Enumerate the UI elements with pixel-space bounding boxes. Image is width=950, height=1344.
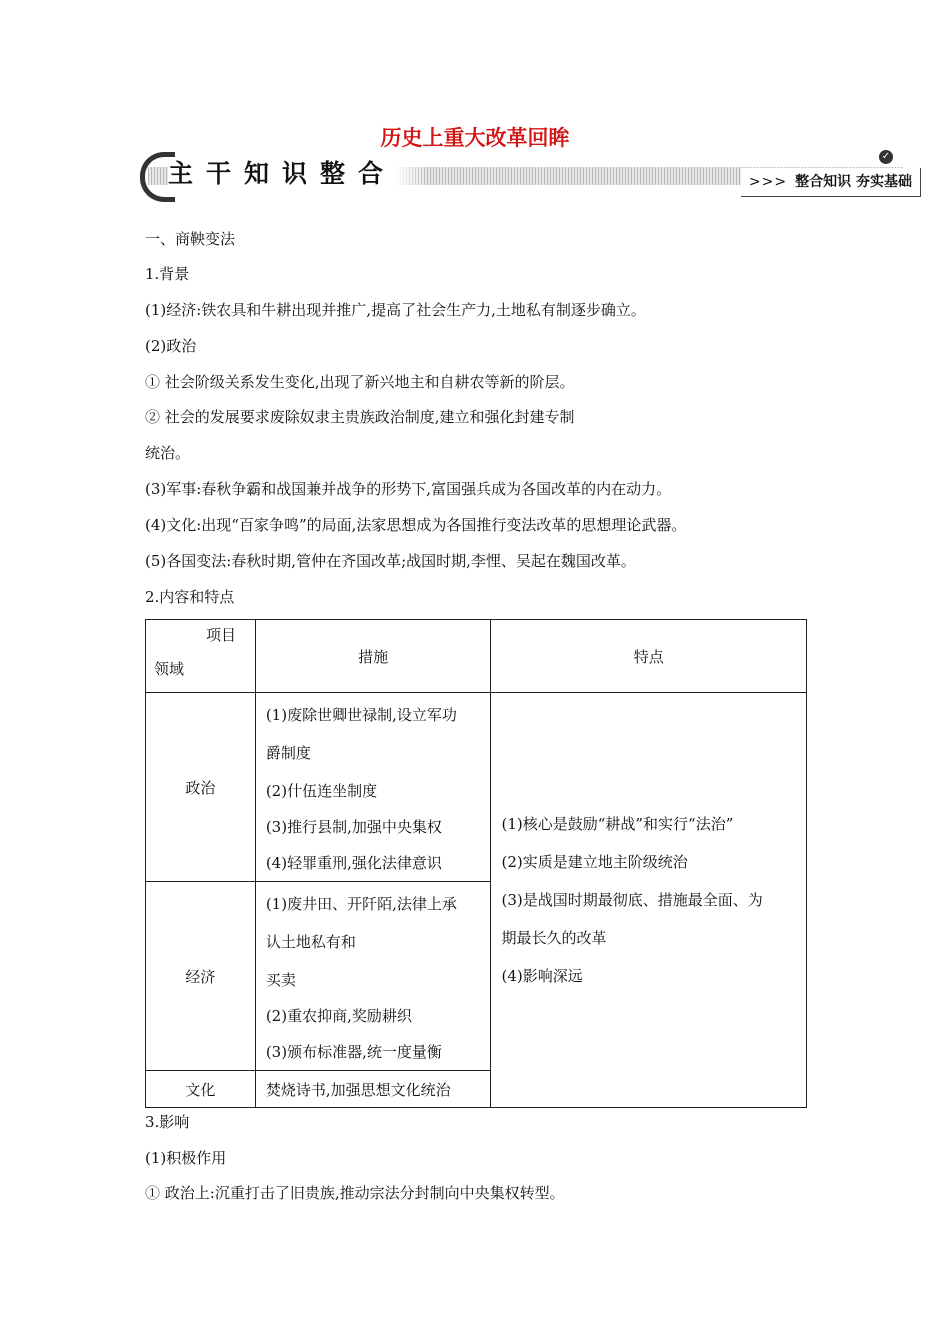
row-label-politics: 政治: [146, 693, 256, 882]
reform-table: [145, 619, 807, 1108]
header-field: 领域: [154, 660, 185, 678]
paragraph: (1)积极作用: [145, 1149, 227, 1167]
paragraph: (4)文化:出现“百家争鸣”的局面,法家思想成为各国推行变法改革的思想理论武器。: [145, 516, 687, 534]
paragraph: (1)经济:铁农具和牛耕出现并推广,提高了社会生产力,土地私有制逐步确立。: [145, 301, 646, 319]
list-item: (2)实质是建立地主阶级统治: [501, 853, 688, 871]
list-item: 买卖: [265, 971, 296, 989]
table-row: [146, 693, 807, 882]
subheading-content: 2.内容和特点: [145, 588, 235, 606]
paragraph: ② 社会的发展要求废除奴隶主贵族政治制度,建立和强化封建专制: [145, 408, 575, 426]
banner-heading: 主干知识整合: [168, 158, 426, 190]
culture-measures: 焚烧诗书,加强思想文化统治: [255, 1071, 491, 1108]
list-item: (3)是战国时期最彻底、措施最全面、为: [501, 891, 763, 909]
banner-tag: [741, 168, 921, 197]
list-item: (4)轻罪重刑,强化法律意识: [265, 854, 442, 872]
paragraph: (2)政治: [145, 337, 197, 355]
check-badge-icon: ✓: [879, 150, 893, 164]
paragraph: ① 政治上:沉重打击了旧贵族,推动宗法分封制向中央集权转型。: [145, 1184, 565, 1202]
features-cell: [491, 693, 807, 1108]
header-measures: 措施: [255, 620, 491, 693]
banner-tagline: 整合知识 夯实基础: [795, 174, 912, 190]
list-item: (2)重农抑商,奖励耕织: [265, 1007, 412, 1025]
list-item: (4)影响深远: [501, 967, 583, 985]
list-item: (1)核心是鼓励“耕战”和实行“法治”: [501, 815, 734, 833]
list-item: 期最长久的改革: [501, 929, 607, 947]
paragraph: 统治。: [145, 444, 191, 462]
list-item: (1)废井田、开阡陌,法律上承: [265, 895, 457, 913]
row-label-culture: 文化: [146, 1071, 256, 1108]
section-banner: [140, 150, 925, 200]
subheading-impact: 3.影响: [145, 1113, 190, 1131]
list-item: (3)颁布标准器,统一度量衡: [265, 1043, 442, 1061]
subheading-background: 1.背景: [145, 265, 190, 283]
paragraph: (3)军事:春秋争霸和战国兼并战争的形势下,富国强兵成为各国改革的内在动力。: [145, 480, 672, 498]
list-item: (3)推行县制,加强中央集权: [265, 818, 442, 836]
page-title: 历史上重大改革回眸: [380, 126, 570, 150]
list-item: (2)什伍连坐制度: [265, 782, 378, 800]
row-label-economy: 经济: [146, 882, 256, 1071]
header-features: 特点: [491, 620, 807, 693]
politics-measures: [255, 693, 491, 882]
economy-measures: [255, 882, 491, 1071]
list-item: 爵制度: [265, 744, 311, 762]
paragraph: ① 社会阶级关系发生变化,出现了新兴地主和自耕农等新的阶层。: [145, 373, 575, 391]
list-item: (1)废除世卿世禄制,设立军功: [265, 706, 457, 724]
table-header-row: [146, 620, 807, 693]
arrows-icon: >>>: [748, 174, 788, 190]
list-item: 认土地私有和: [265, 933, 356, 951]
section-heading: 一、商鞅变法: [145, 230, 236, 248]
paragraph: (5)各国变法:春秋时期,管仲在齐国改革;战国时期,李悝、吴起在魏国改革。: [145, 552, 636, 570]
header-diagonal-cell: [146, 620, 256, 693]
header-item: 项目: [206, 626, 237, 644]
